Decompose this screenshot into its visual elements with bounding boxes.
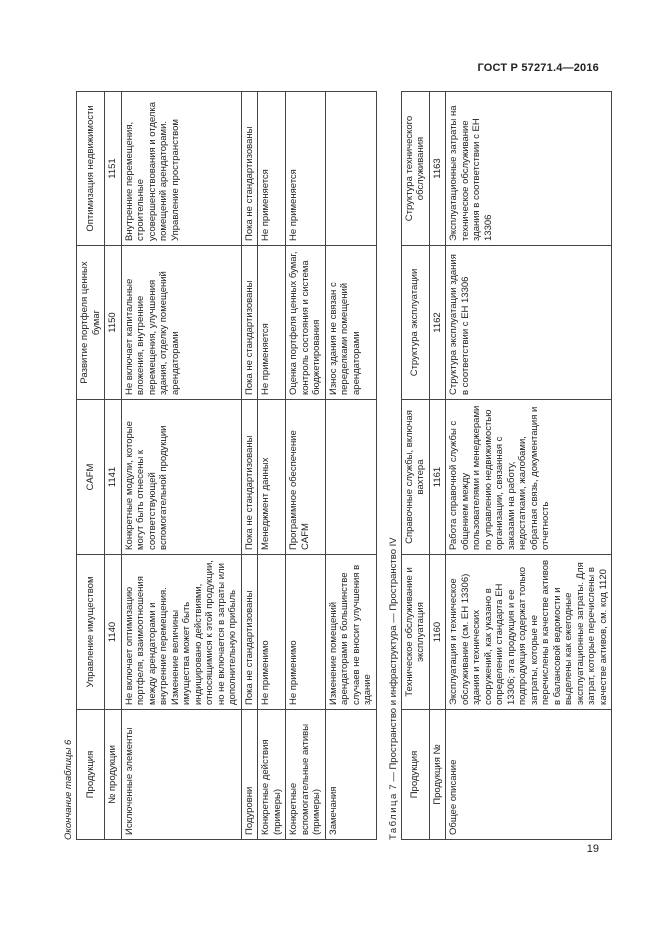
table-cell: Не включает оптимизацию портфеля, взаимоотношения между арендаторами и внутренние перемещения. Изменение величины имущества может быть индицировано действиями, относящимися к этой продукции, но не включается в затраты или дополнительную прибыль	[121, 555, 241, 710]
table6-number-row	[105, 92, 122, 840]
page-number: 19	[586, 843, 599, 855]
table-cell: Конкретные модули, которые могут быть отнесены к соответствующей вспомогательной продукции	[121, 400, 241, 555]
table-cell: Не применимо	[286, 555, 326, 710]
row-label: Конкретные вспомогательные активы (примеры)	[286, 710, 326, 840]
table-cell: Пока не стандартизованы	[241, 555, 258, 710]
table-cell: Не применяется	[258, 92, 286, 246]
table-header-cell: Справочные службы, включая вахтера	[401, 400, 429, 555]
table-header-cell: CAFM	[77, 400, 105, 555]
table-cell: Внутренние перемещения, строительные усовершенствования и отделка помещений арендаторами. Управление пространством	[121, 92, 241, 246]
table-cell: Изменение помещений арендаторами в большинстве случаев не вносит улучшения в здание	[325, 555, 376, 710]
table-row	[258, 92, 286, 840]
table-cell: Менеджмент данных	[258, 400, 286, 555]
table-cell: Не применимо	[258, 555, 286, 710]
table7-number-row	[429, 92, 446, 840]
table7-caption	[387, 92, 401, 840]
table-row	[286, 92, 326, 840]
table-header-cell: Техническое обслуживание и эксплуатация	[401, 555, 429, 710]
row-label: Общее описание	[446, 710, 612, 840]
table-cell: 1163	[429, 92, 446, 246]
row-label: Исключенные элементы	[121, 710, 241, 840]
table7	[401, 91, 613, 840]
table-cell: Программное обеспечение CAFM	[286, 400, 326, 555]
table-cell: Продукция №	[429, 710, 446, 840]
table6-header-row	[77, 92, 105, 840]
table-row	[121, 92, 241, 840]
table-cell: 1161	[429, 400, 446, 555]
table-cell: Эксплуатационные затраты на техническое обслуживание здания в соответствии с ЕН 13306	[446, 92, 612, 246]
table-cell: Структура эксплуатации здания в соответствии с ЕН 13306	[446, 246, 612, 400]
row-label: Конкретные действия (примеры)	[258, 710, 286, 840]
table-header-cell: Структура технического обслуживания	[401, 92, 429, 246]
table-cell	[325, 400, 376, 555]
table-cell: Не включает капитальные вложения, внутренние перемещения, улучшения здания, отделку помещений арендаторами	[121, 246, 241, 400]
table-cell: Пока не стандартизованы	[241, 246, 258, 400]
row-label: Подуровни	[241, 710, 258, 840]
table6	[76, 91, 377, 840]
table-header-cell: Структура эксплуатации	[401, 246, 429, 400]
table-cell: Пока не стандартизованы	[241, 400, 258, 555]
table-cell: 1141	[105, 400, 122, 555]
table-cell: Износ здания не связан с переделками помещений арендаторами	[325, 246, 376, 400]
table6-caption: Окончание таблицы 6	[63, 739, 74, 840]
table7-caption-text: 7 — Пространство и инфраструктура — Пространство IV	[387, 537, 399, 790]
table-row	[241, 92, 258, 840]
table-cell: Работа справочной службы с общением между пользователями и менеджерами по управлению недвижимостью организации, связанная с заказами на работу, недостатками, жалобами, обратная связь, документация и отчетность	[446, 400, 612, 555]
row-label: Замечания	[325, 710, 376, 840]
table-header-cell: Управление имуществом	[77, 555, 105, 710]
document-code: ГОСТ Р 57271.4—2016	[477, 62, 599, 74]
table-row	[325, 92, 376, 840]
table7-caption-prefix: Таблица	[387, 792, 399, 840]
table-cell: 1160	[429, 555, 446, 710]
table-cell: 1150	[105, 246, 122, 400]
table-cell	[325, 92, 376, 246]
table-cell: Эксплуатация и техническое обслуживание (см. ЕН 13306) здания и технических сооружений, как указано в определении стандарта ЕН 13306; эта продукция и ее подпродукция содержат только затраты, которые не перечислены в качестве активов в балансовой ведомости и выделены как ежегодные эксплуатационные затраты. Для затрат, которые перечислены в качестве активов, см. код 1120	[446, 555, 612, 710]
table-cell: 1151	[105, 92, 122, 246]
table-header-cell: Продукция	[77, 710, 105, 840]
table-cell: Оценка портфеля ценных бумаг, контроль состояния и система бюджетирования	[286, 246, 326, 400]
table-header-cell: Оптимизация недвижимости	[77, 92, 105, 246]
table7-header-row	[401, 92, 429, 840]
table-header-cell: Развитие портфеля ценных бумаг	[77, 246, 105, 400]
table-row	[446, 92, 612, 840]
table-cell: Не применяется	[286, 92, 326, 246]
rotated-content	[62, 92, 609, 840]
table-cell: Не применяется	[258, 246, 286, 400]
table-header-cell: Продукция	[401, 710, 429, 840]
table-cell: Пока не стандартизованы	[241, 92, 258, 246]
table-cell: № продукции	[105, 710, 122, 840]
table-cell: 1140	[105, 555, 122, 710]
table-cell: 1162	[429, 246, 446, 400]
